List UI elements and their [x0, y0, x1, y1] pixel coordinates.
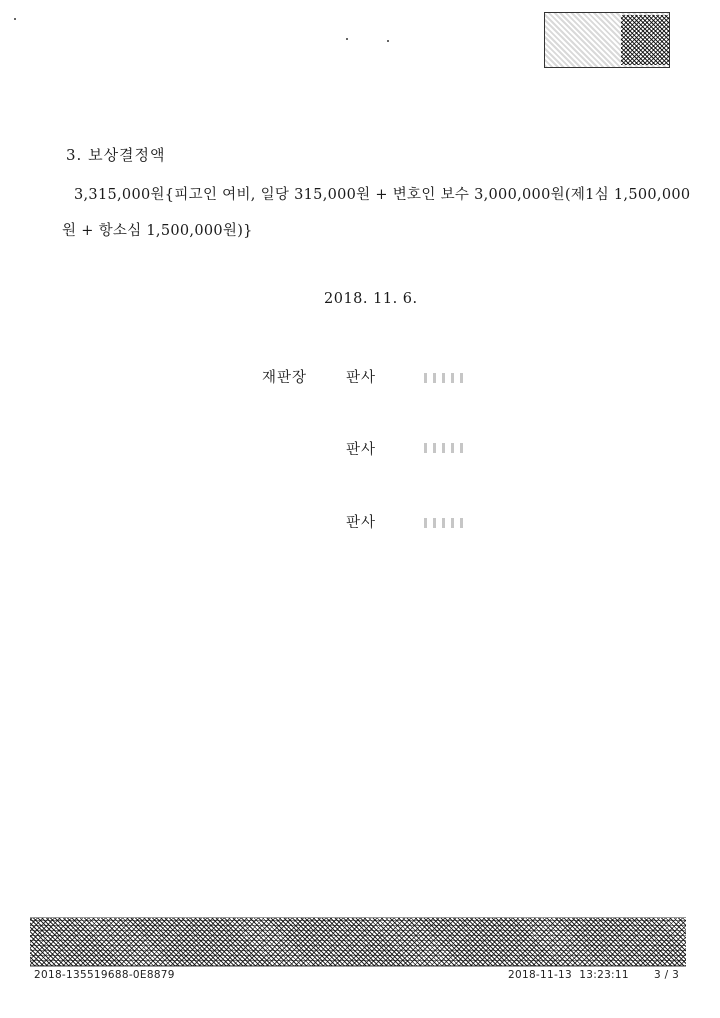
judge-label-1: 판사	[346, 370, 377, 386]
redacted-judge-name-2	[424, 443, 468, 453]
scan-speck	[14, 18, 16, 20]
compensation-line-2: 원 + 항소심 1,500,000원)}	[62, 223, 253, 239]
scan-speck	[346, 38, 348, 40]
judge-label-3: 판사	[346, 515, 377, 531]
judge-label-2: 판사	[346, 442, 377, 458]
decision-date: 2018. 11. 6.	[324, 291, 418, 307]
scan-barcode-image	[544, 12, 670, 68]
redacted-judge-name-3	[424, 518, 464, 528]
redacted-judge-name-1	[424, 373, 464, 383]
print-timestamp: 2018-11-13 13:23:11	[508, 969, 629, 981]
presiding-judge-title: 재판장	[262, 370, 308, 386]
page-number: 3 / 3	[654, 969, 680, 981]
section-title: 3. 보상결정액	[66, 146, 166, 164]
compensation-line-1: 3,315,000원{피고인 여비, 일당 315,000원 + 변호인 보수 3,000,000원(제1심 1,500,000	[74, 187, 691, 203]
security-pattern-band	[30, 917, 686, 967]
scan-barcode-dense-area	[621, 15, 669, 65]
document-id: 2018-135519688-0E8879	[34, 969, 175, 981]
scan-speck	[387, 40, 389, 42]
